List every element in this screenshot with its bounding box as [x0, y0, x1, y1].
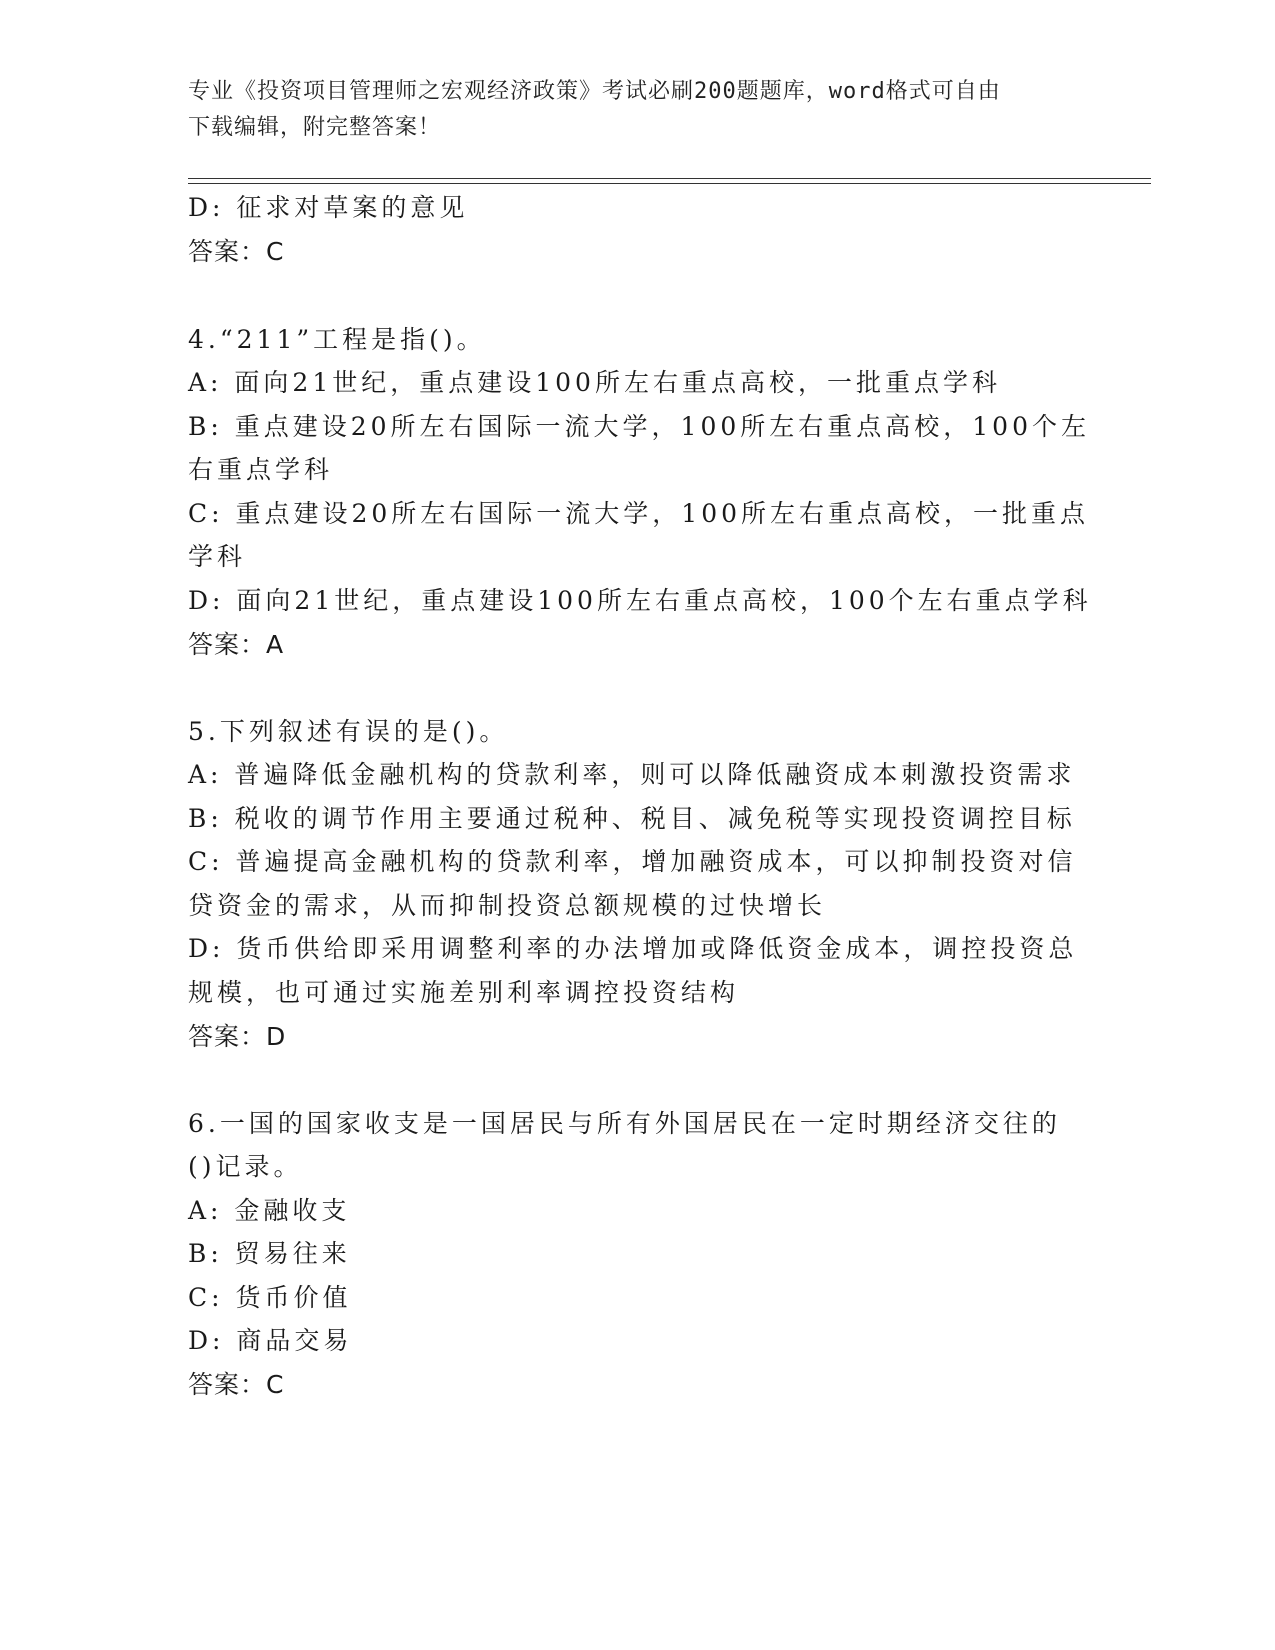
q6-stem-cont: ()记录。	[188, 1152, 303, 1181]
q4-answer: 答案：A	[188, 630, 285, 659]
q5-option-c-cont: 贷资金的需求，从而抑制投资总额规模的过快增长	[188, 891, 827, 920]
q4-option-c: C: 重点建设20所左右国际一流大学，100所左右重点高校，一批重点	[188, 499, 1090, 528]
q6-answer: 答案：C	[188, 1370, 285, 1399]
q4-option-c-cont: 学科	[188, 542, 247, 571]
header-line-2: 下载编辑，附完整答案！	[188, 115, 442, 140]
q6-option-b: B: 贸易往来	[188, 1239, 351, 1268]
q4-stem: 4.“211”工程是指()。	[188, 325, 486, 354]
q5-answer: 答案：D	[188, 1022, 287, 1051]
prev-answer: 答案：C	[188, 237, 285, 266]
q5-option-d: D: 货币供给即采用调整利率的办法增加或降低资金成本，调控投资总	[188, 934, 1078, 963]
q5-stem: 5.下列叙述有误的是()。	[188, 717, 509, 746]
q5-option-a: A: 普遍降低金融机构的贷款利率，则可以降低融资成本刺激投资需求	[188, 760, 1076, 789]
q4-option-b-cont: 右重点学科	[188, 455, 334, 484]
q6-stem: 6.一国的国家收支是一国居民与所有外国居民在一定时期经济交往的	[188, 1109, 1061, 1138]
q5-option-d-cont: 规模，也可通过实施差别利率调控投资结构	[188, 978, 740, 1007]
q4-option-a: A: 面向21世纪，重点建设100所左右重点高校，一批重点学科	[188, 368, 1001, 397]
q4-option-b: B: 重点建设20所左右国际一流大学，100所左右重点高校，100个左	[188, 412, 1090, 441]
q4-option-d: D: 面向21世纪，重点建设100所左右重点高校，100个左右重点学科	[188, 586, 1092, 615]
document-header	[188, 74, 1068, 146]
header-rule-top	[188, 178, 1151, 179]
header-line-1: 专业《投资项目管理师之宏观经济政策》考试必刷200题题库，word格式可自由	[188, 79, 1001, 104]
q5-option-b: B: 税收的调节作用主要通过税种、税目、减免税等实现投资调控目标	[188, 804, 1076, 833]
q6-option-d: D: 商品交易	[188, 1326, 353, 1355]
q6-option-a: A: 金融收支	[188, 1196, 351, 1225]
prev-option-d: D: 征求对草案的意见	[188, 193, 469, 222]
q5-option-c: C: 普遍提高金融机构的贷款利率，增加融资成本，可以抑制投资对信	[188, 847, 1077, 876]
header-rule-bottom	[188, 183, 1151, 184]
q6-option-c: C: 货币价值	[188, 1283, 352, 1312]
